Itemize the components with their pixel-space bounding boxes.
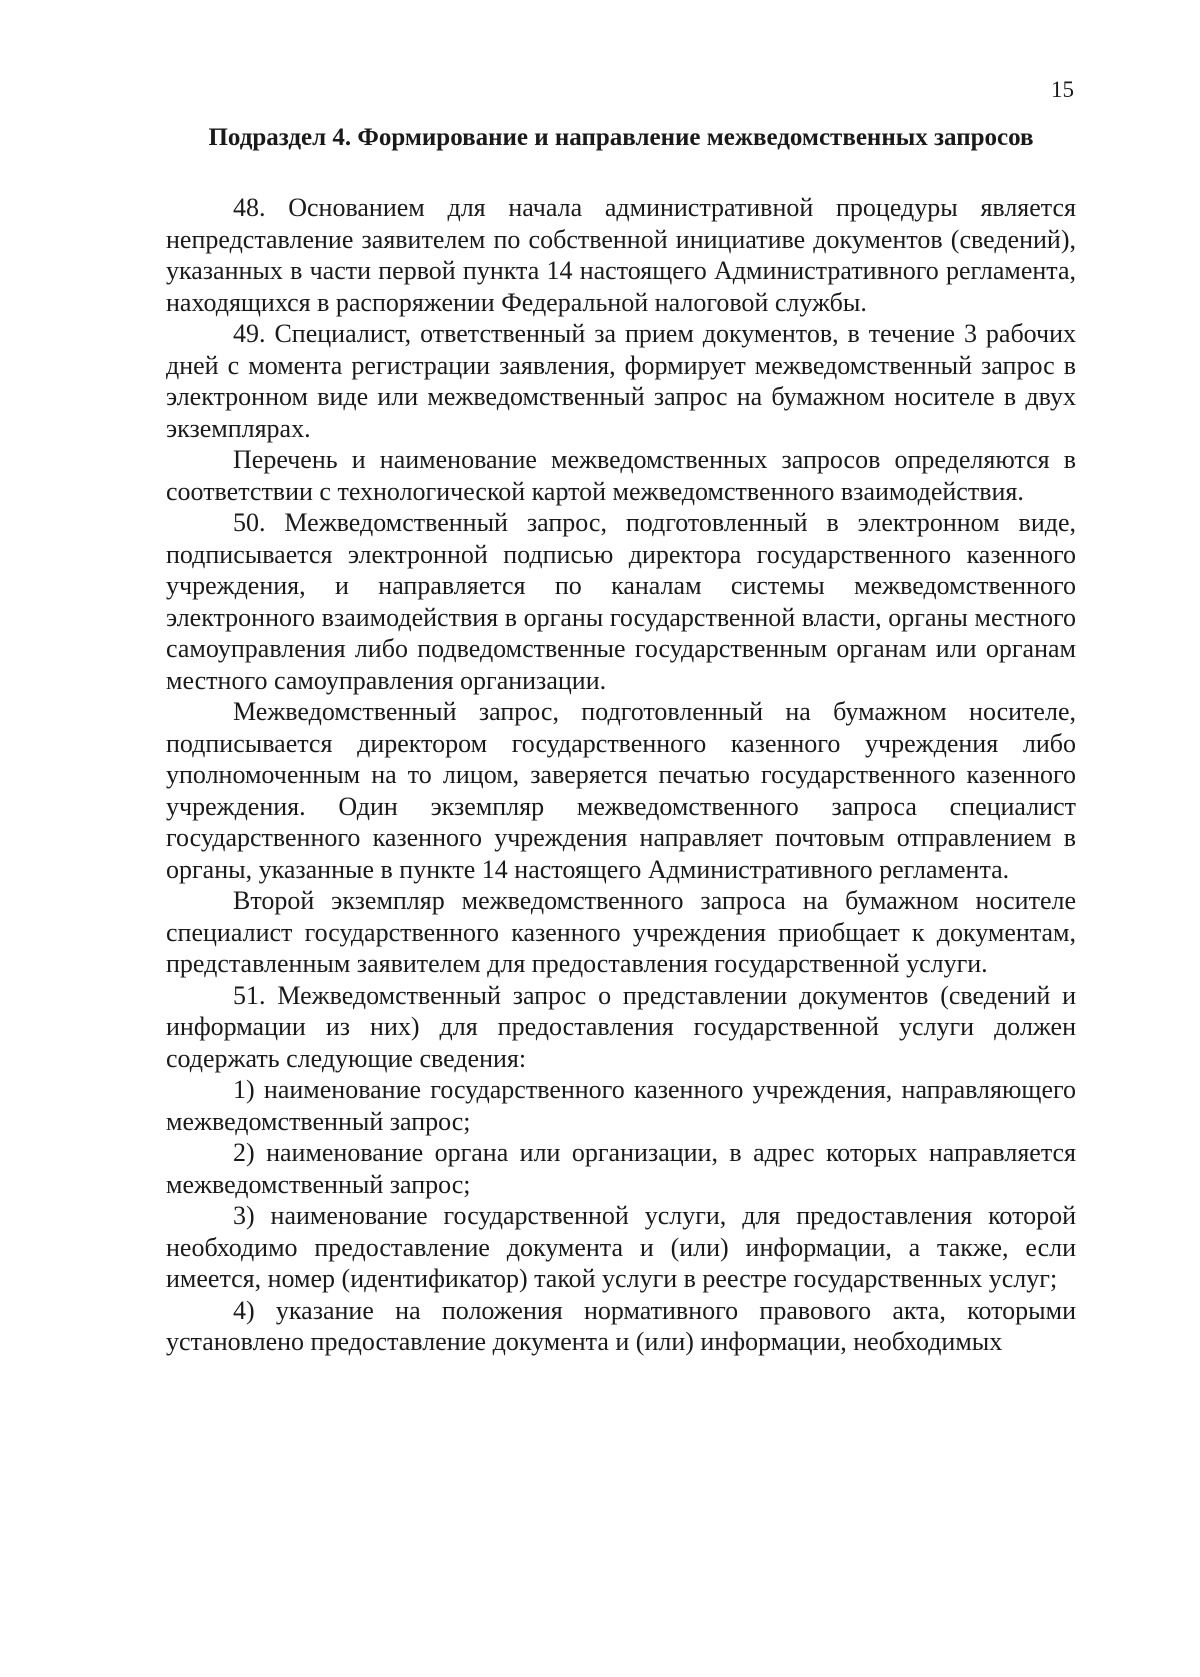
list-item-3: 3) наименование государственной услуги, для предоставления которой необходимо предоставление документа и (или) информации, а также, если имеется, номер (идентификатор) такой услуги в реестре государственных услуг; bbox=[166, 1201, 1076, 1293]
page-number: 15 bbox=[1051, 77, 1074, 102]
list-item-1: 1) наименование государственного казенного учреждения, направляющего межведомственный запрос; bbox=[166, 1075, 1076, 1136]
section-heading: Подраздел 4. Формирование и направление межведомственных запросов bbox=[208, 124, 1034, 151]
paragraph-51: 51. Межведомственный запрос о представлении документов (сведений и информации из них) для предоставления государственной услуги должен содержать следующие сведения: bbox=[166, 980, 1076, 1073]
list-item-2: 2) наименование органа или организации, в адрес которых направляется межведомственный запрос; bbox=[166, 1138, 1076, 1199]
paragraph-50: 50. Межведомственный запрос, подготовленный в электронном виде, подписывается электронной подписью директора государственного казенного учреждения, и направляется по каналам системы межведомственного электронного взаимодействия в органы государственной власти, органы местного самоуправления либо подведомственные государственным органам или органам местного самоуправления организации. bbox=[166, 508, 1076, 695]
paragraph-second-copy: Второй экземпляр межведомственного запроса на бумажном носителе специалист государственного казенного учреждения приобщает к документам, представленным заявителем для предоставления государственной услуги. bbox=[166, 886, 1076, 978]
list-item-4: 4) указание на положения нормативного правового акта, которыми установлено предоставление документа и (или) информации, необходимых bbox=[166, 1295, 1076, 1356]
paragraph-48: 48. Основанием для начала административной процедуры является непредставление заявителем по собственной инициативе документов (сведений), указанных в части первой пункта 14 настоящего Административного регламента, находящихся в распоряжении Федеральной налоговой службы. bbox=[166, 193, 1076, 317]
document-body bbox=[166, 192, 1076, 1358]
paragraph-49: 49. Специалист, ответственный за прием документов, в течение 3 рабочих дней с момента регистрации заявления, формирует межведомственный запрос в электронном виде или межведомственный запрос на бумажном носителе в двух экземплярах. bbox=[166, 319, 1076, 443]
paragraph-request-list: Перечень и наименование межведомственных запросов определяются в соответствии с технологической картой межведомственного взаимодействия. bbox=[166, 445, 1076, 506]
paragraph-paper-request: Межведомственный запрос, подготовленный на бумажном носителе, подписывается директором государственного казенного учреждения либо уполномоченным на то лицом, заверяется печатью государственного казенного учреждения. Один экземпляр межведомственного запроса специалист государственного казенного учреждения направляет почтовым отправлением в органы, указанные в пункте 14 настоящего Административного регламента. bbox=[166, 697, 1076, 884]
